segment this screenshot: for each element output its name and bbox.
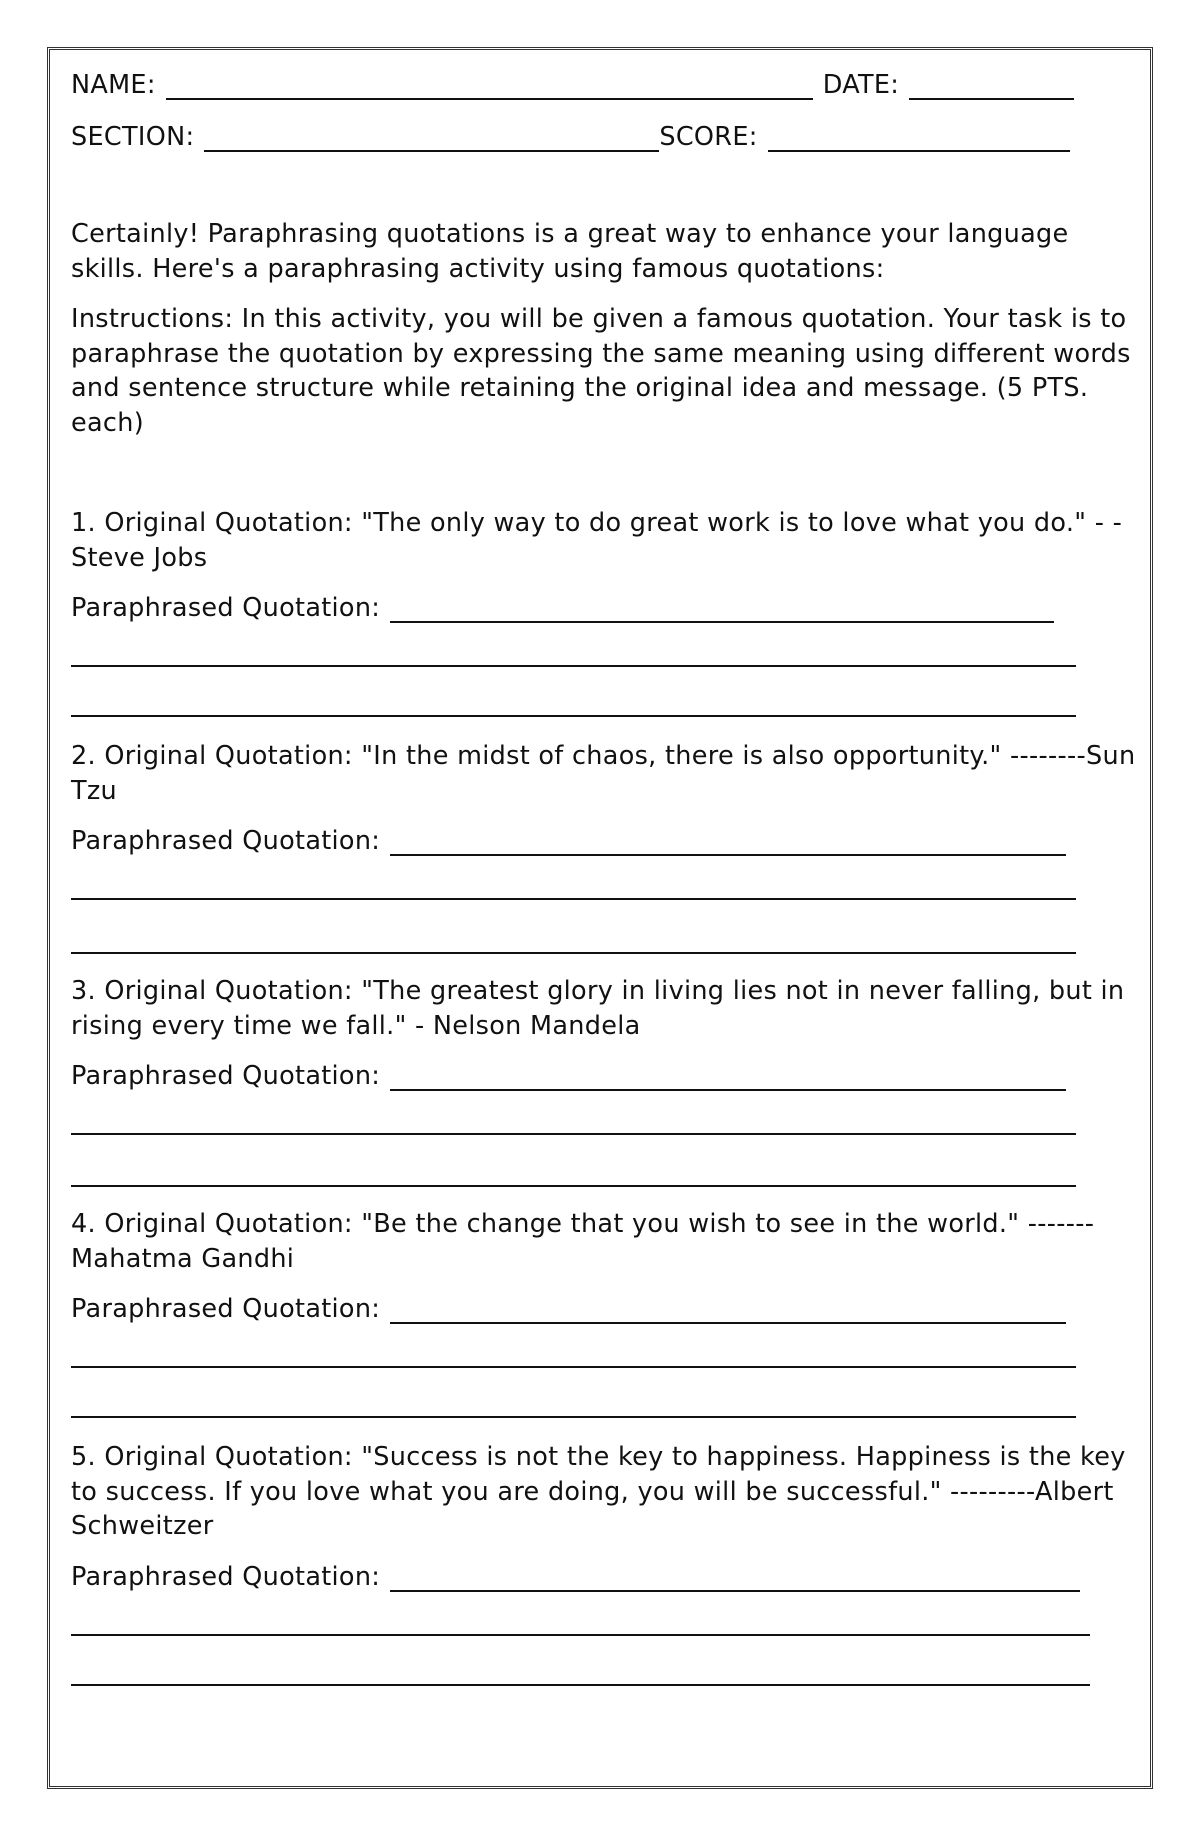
paraphrase-row	[71, 589, 1131, 623]
instructions-text: Instructions: In this activity, you will be given a famous quotation. Your task is to paraphrase the quotation by expressing the same meaning using different words and sentence structure while retaining the original idea and message. (5 PTS. each)	[71, 304, 1131, 438]
name-field[interactable]	[166, 72, 813, 100]
section-field[interactable]	[204, 124, 659, 152]
answer-line[interactable]	[71, 1133, 1076, 1135]
question-3	[71, 974, 1131, 1187]
score-label: SCORE:	[659, 122, 758, 152]
answer-line[interactable]	[71, 898, 1076, 900]
answer-line[interactable]	[71, 665, 1076, 667]
paraphrase-row	[71, 1558, 1131, 1592]
section-score-row	[71, 116, 1131, 152]
paraphrase-field[interactable]	[390, 1063, 1066, 1091]
paraphrase-field[interactable]	[390, 1296, 1066, 1324]
paraphrase-label: Paraphrased Quotation:	[71, 1294, 381, 1324]
question-text: 4. Original Quotation: "Be the change that you wish to see in the world." -------Mahatma Gandhi	[71, 1209, 1095, 1274]
answer-line[interactable]	[71, 1366, 1076, 1368]
score-field[interactable]	[768, 124, 1070, 152]
paraphrase-field[interactable]	[390, 595, 1054, 623]
paraphrase-label: Paraphrased Quotation:	[71, 826, 381, 856]
question-text: 5. Original Quotation: "Success is not the key to happiness. Happiness is the key to success. If you love what you are doing, you will be successful." ---------Albert Schweitzer	[71, 1442, 1126, 1541]
answer-line[interactable]	[71, 1416, 1076, 1418]
answer-line[interactable]	[71, 1634, 1090, 1636]
intro-text: Certainly! Paraphrasing quotations is a great way to enhance your language skills. Here's a paraphrasing activity using famous quotations:	[71, 219, 1069, 284]
date-label: DATE:	[822, 70, 900, 100]
answer-line[interactable]	[71, 1185, 1076, 1187]
paraphrase-field[interactable]	[390, 828, 1066, 856]
answer-line[interactable]	[71, 1684, 1090, 1686]
answer-line[interactable]	[71, 952, 1076, 954]
question-2	[71, 739, 1136, 954]
paraphrase-field[interactable]	[390, 1564, 1080, 1592]
question-text: 2. Original Quotation: "In the midst of chaos, there is also opportunity." --------Sun Tzu	[71, 741, 1136, 806]
paraphrase-row	[71, 1290, 1131, 1324]
paraphrase-label: Paraphrased Quotation:	[71, 1061, 381, 1091]
name-date-row	[71, 64, 1131, 100]
question-4	[71, 1207, 1131, 1418]
name-label: NAME:	[71, 70, 156, 100]
section-label: SECTION:	[71, 122, 195, 152]
date-field[interactable]	[909, 72, 1074, 100]
question-5	[71, 1440, 1131, 1686]
worksheet	[71, 64, 1136, 1686]
paraphrase-label: Paraphrased Quotation:	[71, 1561, 381, 1592]
paraphrase-row	[71, 822, 1131, 856]
paraphrase-label: Paraphrased Quotation:	[71, 593, 381, 623]
question-text: 3. Original Quotation: "The greatest glory in living lies not in never falling, but in rising every time we fall." - Nelson Mandela	[71, 976, 1125, 1041]
paraphrase-row	[71, 1057, 1131, 1091]
question-text: 1. Original Quotation: "The only way to do great work is to love what you do." - -Steve Jobs	[71, 508, 1123, 573]
question-1	[71, 506, 1131, 717]
answer-line[interactable]	[71, 715, 1076, 717]
